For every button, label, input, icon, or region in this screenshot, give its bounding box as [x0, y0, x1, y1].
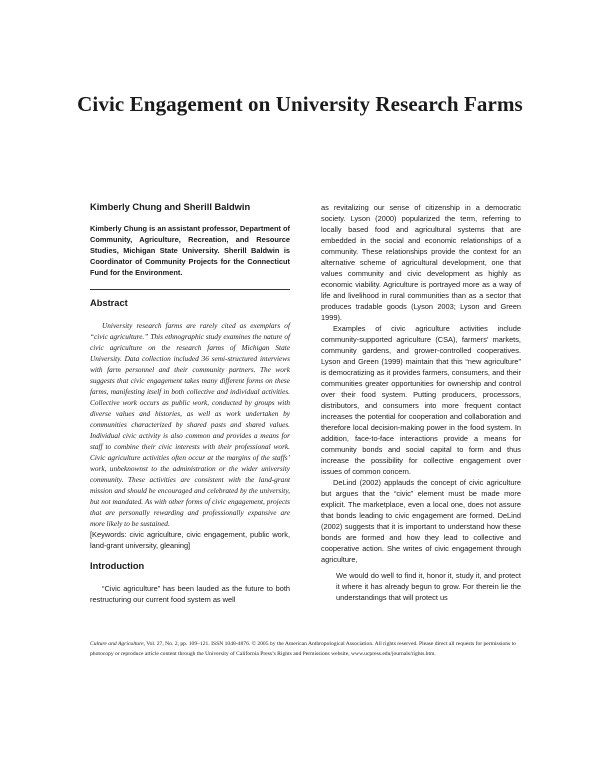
- body-paragraph-3: DeLind (2002) applauds the concept of civic agriculture but argues that the “civic” element must be made more explicit. The marketplace, even a local one, does not assure that bonds leading to civic engagement are formed. DeLind (2002) suggests that it is important to understand how these bonds are formed and how they lead to collective and cooperative action. She writes of civic engagement through agriculture,: [321, 478, 521, 564]
- left-column: [90, 202, 290, 605]
- abstract-heading: Abstract: [90, 298, 128, 308]
- author-names: Kimberly Chung and Sherill Baldwin: [90, 202, 251, 212]
- keywords: [Keywords: civic agriculture, civic engagement, public work, land-grant university, gleaning]: [90, 530, 290, 550]
- article-title: Civic Engagement on University Research Farms: [77, 92, 523, 116]
- introduction-heading: Introduction: [90, 561, 145, 571]
- section-divider: [90, 289, 290, 290]
- copyright-footer: [90, 640, 521, 659]
- citation-info: , Vol. 27, No. 2, pp. 109–121. ISSN 1048-4876. © 2005 by the American Anthropological Association. All rights reserved.: [143, 641, 418, 647]
- journal-name: Culture and Agriculture: [90, 641, 144, 647]
- body-paragraph-1: as revitalizing our sense of citizenship in a democratic society. Lyson (2000) popularized the term, referring to locally based food and agricultural systems that are embedded in the social and economic relationships of a community. These relationships provide the context for an alternative scheme of agricultural development, one that values community and civic development as highly as economic viability. Agriculture is portrayed more as a way of life and livelihood in rural communities than as a sector that produces tradable goods (Lyson 2003; Lyson and Green 1999).: [321, 203, 521, 322]
- abstract-text: University research farms are rarely cited as exemplars of “civic agriculture.” This ethnographic study examines the nature of civic agriculture on the research farms of Michigan State University. Data collection included 36 semi-structured interviews with farm personnel and their community partners. The work suggests that civic engagement takes many different forms on these farms, manifesting itself in both collective and individual activities. Collective work occurs as public work, conducted by groups with diverse values and histories, as well as work undertaken by communities characterized by shared pasts and shared values. Individual civic activity is also common and provides a means for staff to combine their civic interests with their professional work. Civic agriculture activities often occur at the margins of the staffs’ work, unbeknownst to the administration or the wider university community. These activities are consistent with the land-grant mission and should be encouraged and celebrated by the university, but not mandated. As with other forms of civic engagement, projects that are personally rewarding and professionally expansive are more likely to be sustained.: [90, 321, 290, 528]
- body-paragraph-2: Examples of civic agriculture activities include community-supported agriculture (CSA), farmers’ markets, community gardens, and grower-controlled cooperatives. Lyson and Green (1999) maintain that this “new agriculture” is democratizing as it provides farmers, consumers, and their communities greater opportunities for ownership and control over their food system. Putting producers, processors, distributors, and consumers into more frequent contact increases the potential for cooperation and collaboration and therefore local decision-making power in the food system. In addition, face-to-face interactions provide a means for community bonds and social capital to form and thus increase the possibility for collective engagement over issues of common concern.: [321, 324, 521, 476]
- right-column: [321, 202, 521, 603]
- permissions-note: Please direct all requests for permissions to photocopy or reproduce article content through the University of California Press’s Rights and Permissions website, www.ucpress.edu/journals/rights.htm.: [90, 641, 516, 657]
- author-bio: Kimberly Chung is an assistant professor, Department of Community, Agriculture, Recreation, and Resource Studies, Michigan State University. Sherill Baldwin is Coordinator of Community Projects for the Connecticut Fund for the Environment.: [90, 224, 291, 277]
- block-quote: We would do well to find it, honor it, study it, and protect it where it has already begun to grow. For therein lie the understandings that will protect us: [336, 571, 521, 602]
- introduction-paragraph: “Civic agriculture” has been lauded as the future to both restructuring our current food system as well: [90, 584, 290, 604]
